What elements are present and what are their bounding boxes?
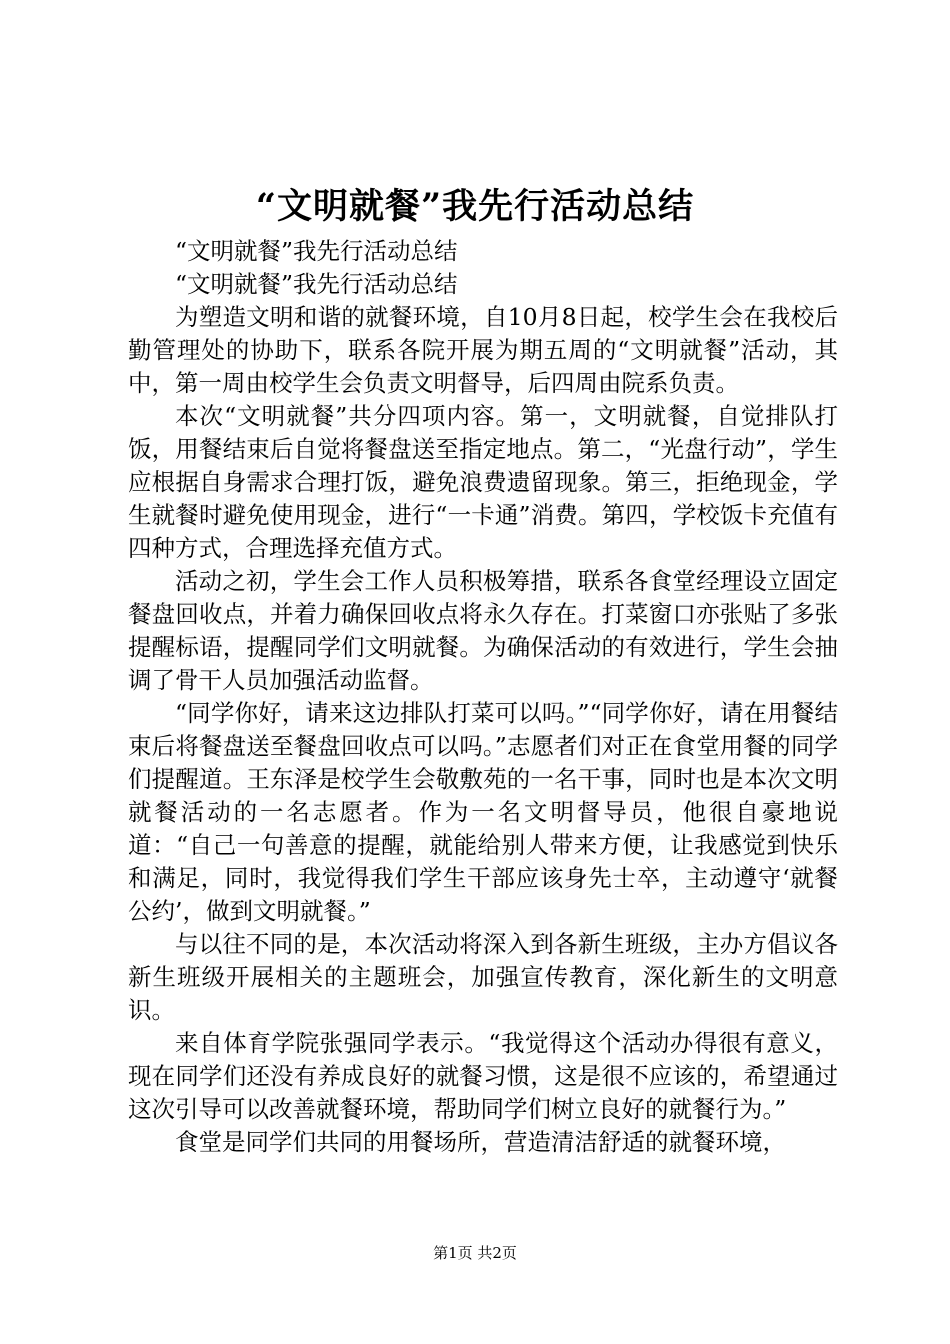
paragraph: 来自体育学院张强同学表示。“我觉得这个活动办得很有意义，现在同学们还没有养成良好的就餐习惯，这是很不应该的，希望通过这次引导可以改善就餐环境，帮助同学们树立良好的就餐行为。” [128, 1029, 838, 1123]
paragraph: 食堂是同学们共同的用餐场所，营造清洁舒适的就餐环境， [175, 1128, 786, 1156]
paragraph: “文明就餐”我先行活动总结 [175, 237, 458, 265]
paragraph: “文明就餐”我先行活动总结 [175, 270, 458, 298]
paragraph: 为塑造文明和谐的就餐环境，自10月8日起，校学生会在我校后勤管理处的协助下，联系各院开展为期五周的“文明就餐”活动，其中，第一周由校学生会负责文明督导，后四周由院系负责。 [128, 303, 838, 397]
paragraph: “同学你好，请来这边排队打菜可以吗。”“同学你好，请在用餐结束后将餐盘送至餐盘回收点可以吗。”志愿者们对正在食堂用餐的同学们提醒道。王东泽是校学生会敬敷苑的一名干事，同时也是本次文明就餐活动的一名志愿者。作为一名文明督导员，他很自豪地说道：“自己一句善意的提醒，就能给别人带来方便，让我感觉到快乐和满足，同时，我觉得我们学生干部应该身先士卒，主动遵守‘就餐公约’，做到文明就餐。” [128, 699, 838, 925]
paragraph: 本次“文明就餐”共分四项内容。第一，文明就餐，自觉排队打饭，用餐结束后自觉将餐盘送至指定地点。第二，“光盘行动”，学生应根据自身需求合理打饭，避免浪费遗留现象。第三，拒绝现金，学生就餐时避免使用现金，进行“一卡通”消费。第四，学校饭卡充值有四种方式，合理选择充值方式。 [128, 402, 838, 562]
page-footer: 第1页 共2页 [433, 1244, 517, 1262]
document-title: “文明就餐”我先行活动总结 [255, 186, 695, 227]
paragraph: 与以往不同的是，本次活动将深入到各新生班级，主办方倡议各新生班级开展相关的主题班会，加强宣传教育，深化新生的文明意识。 [128, 930, 838, 1024]
document-body [128, 235, 838, 1159]
paragraph: 活动之初，学生会工作人员积极筹措，联系各食堂经理设立固定餐盘回收点，并着力确保回收点将永久存在。打菜窗口亦张贴了多张提醒标语，提醒同学们文明就餐。为确保活动的有效进行，学生会抽调了骨干人员加强活动监督。 [128, 567, 838, 694]
